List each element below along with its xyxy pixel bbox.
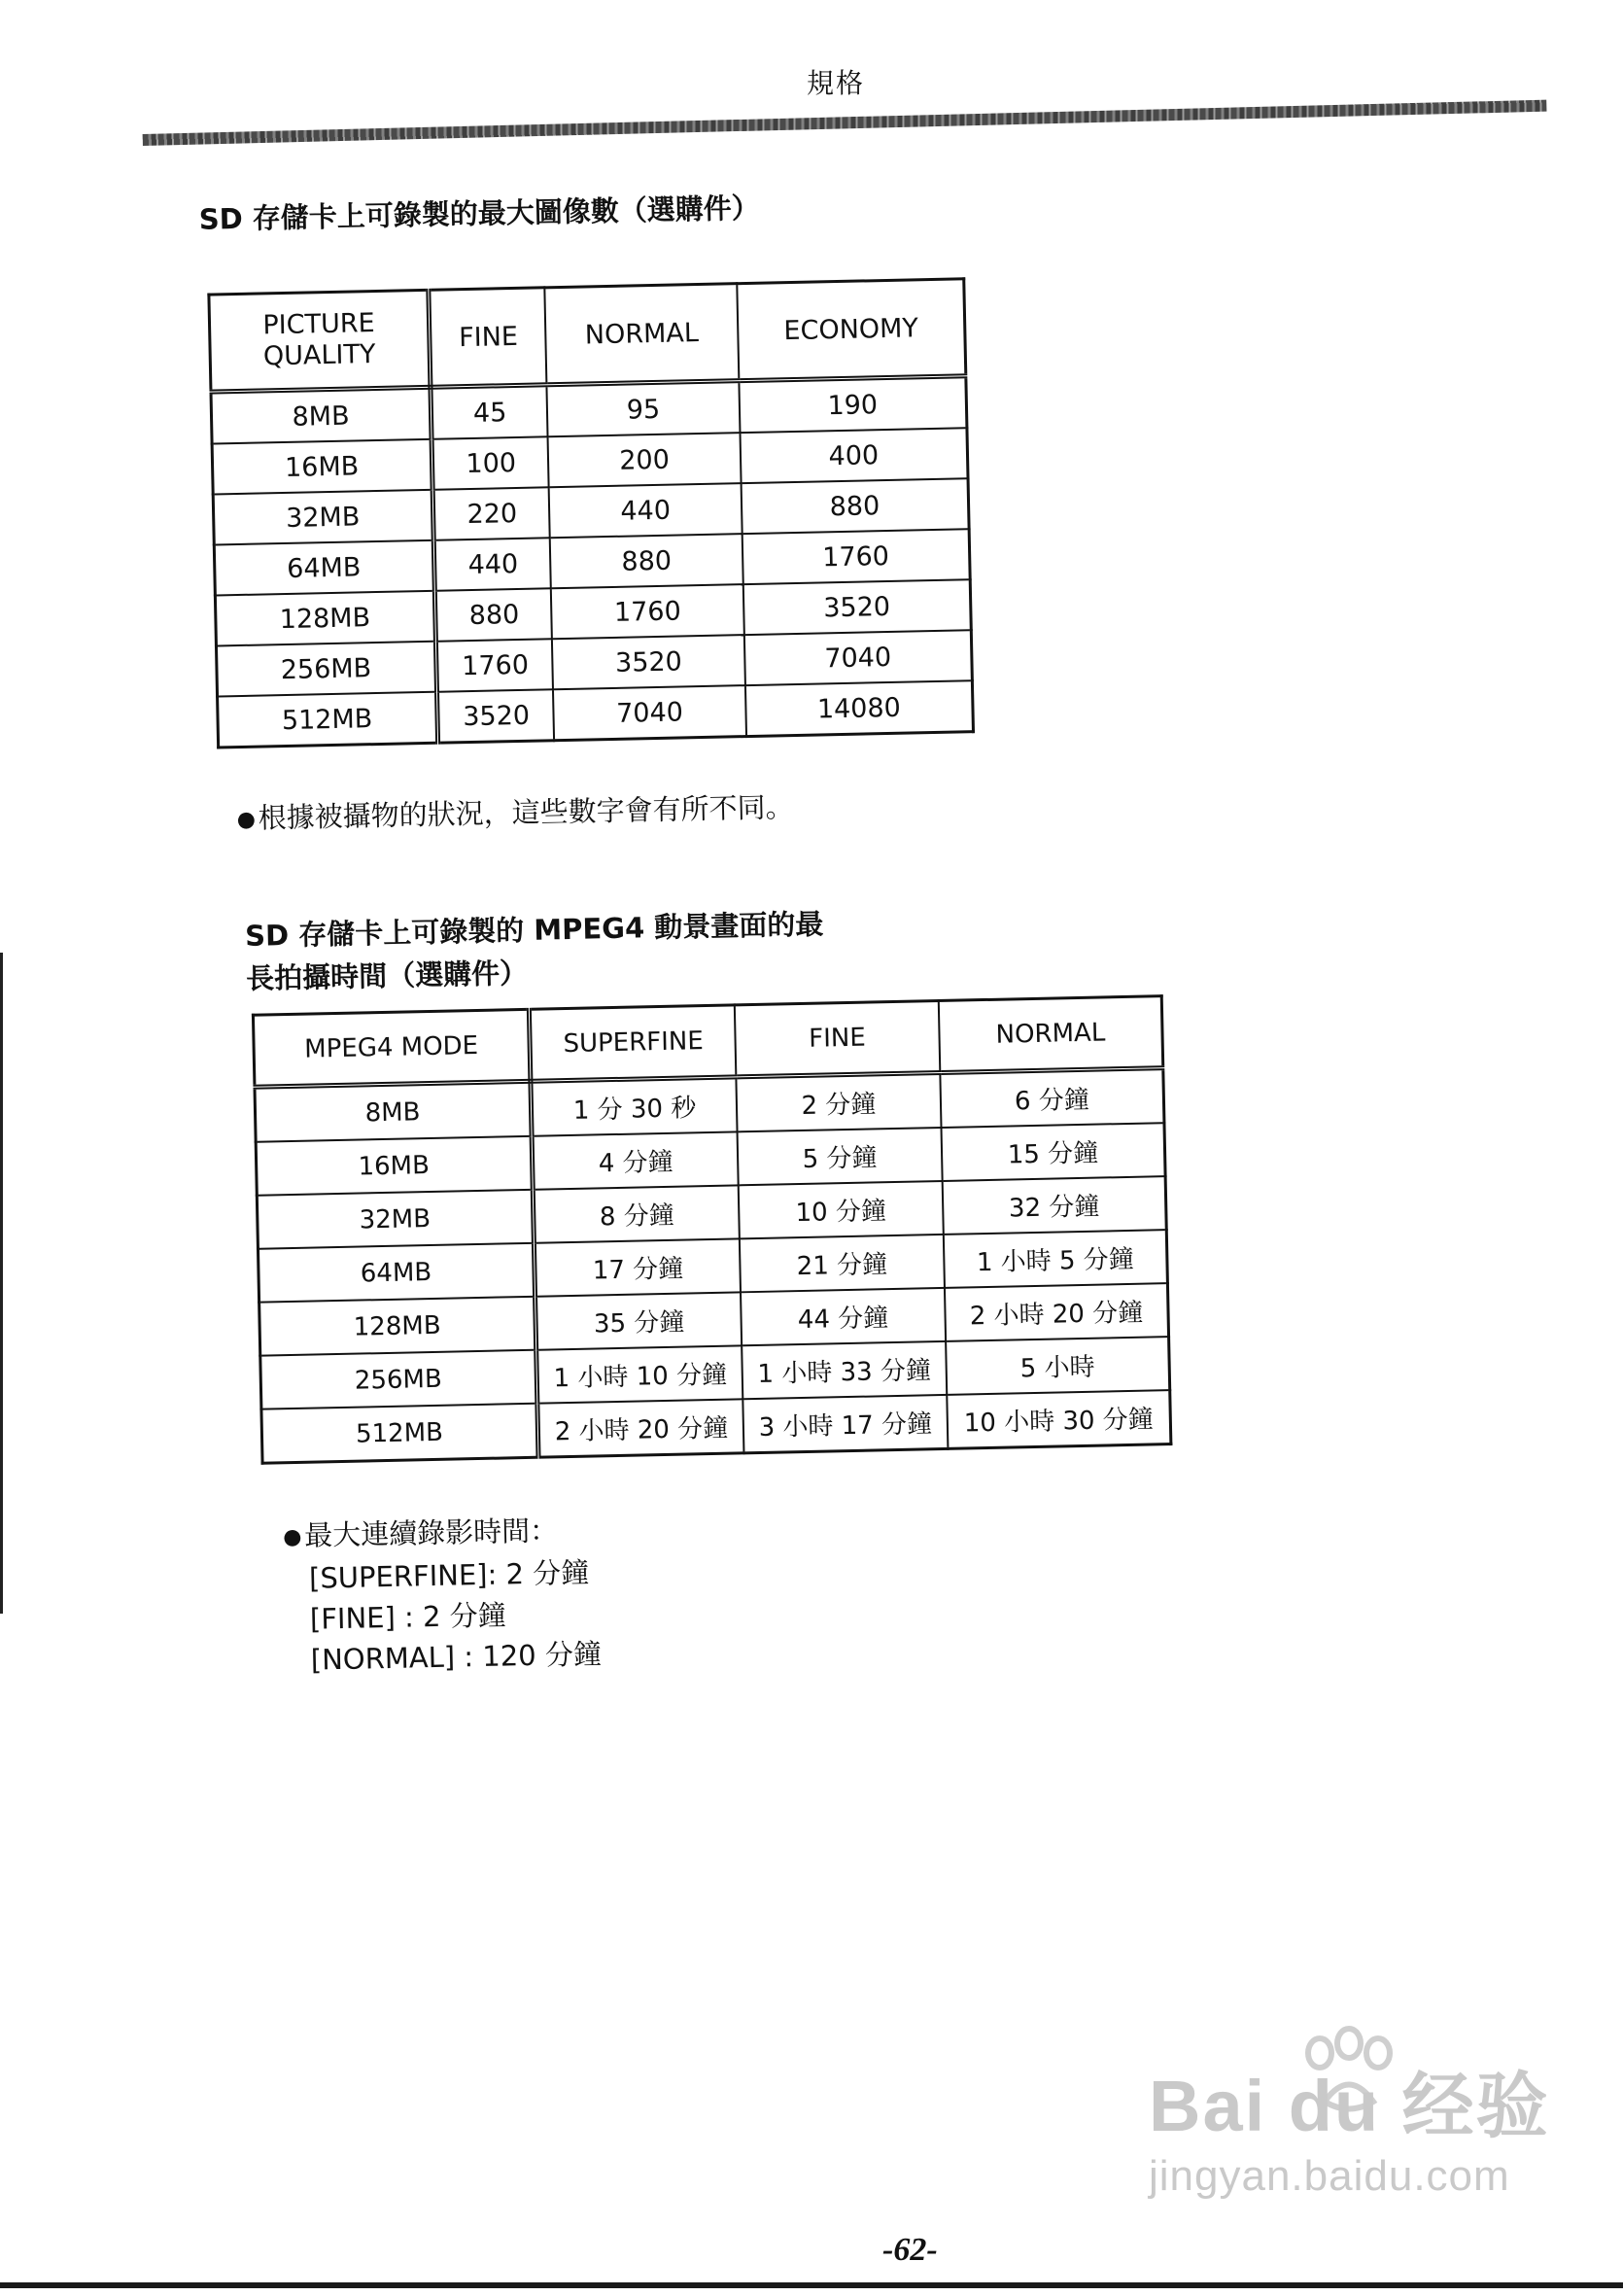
table-cell: 880 [434, 588, 552, 641]
row-label: 32MB [257, 1190, 534, 1249]
table-cell: 7040 [553, 685, 746, 741]
row-label: 16MB [256, 1136, 533, 1196]
mpeg4-time-table [252, 994, 1173, 1465]
row-label: 128MB [259, 1297, 536, 1356]
row-label: 16MB [212, 439, 432, 495]
row-label: 64MB [214, 540, 434, 596]
table-cell: 3520 [743, 579, 972, 635]
column-header: NORMAL [939, 996, 1163, 1073]
table-cell: 400 [740, 428, 968, 483]
table-cell: 1760 [551, 584, 743, 639]
column-header: PICTURE QUALITY [209, 290, 431, 392]
table-header-row [209, 279, 966, 392]
watermark-url: jingyan.baidu.com [1149, 2152, 1510, 2200]
row-label: 32MB [213, 490, 433, 545]
row-label: 8MB [255, 1081, 532, 1141]
note-line: [NORMAL] : 120 分鐘 [310, 1637, 603, 1677]
table-cell: 10 小時 30 分鐘 [947, 1390, 1171, 1448]
table-cell: 8 分鐘 [533, 1185, 740, 1242]
table-cell: 220 [432, 487, 550, 539]
table-cell: 17 分鐘 [534, 1238, 741, 1296]
table1-title: SD 存儲卡上可錄製的最大圖像數（選購件） [198, 191, 761, 236]
table-cell: 6 分鐘 [940, 1068, 1164, 1128]
table2-title: SD 存儲卡上可錄製的 MPEG4 動景畫面的最長拍攝時間（選購件） [244, 907, 824, 995]
bottom-rule [0, 2282, 1623, 2288]
row-label: 64MB [258, 1243, 535, 1303]
table-cell: 1760 [435, 639, 553, 691]
table-cell: 35 分鐘 [535, 1292, 742, 1349]
table-cell: 15 分鐘 [941, 1123, 1165, 1181]
table-cell: 200 [548, 433, 741, 487]
column-header: ECONOMY [737, 279, 966, 381]
table-cell: 44 分鐘 [741, 1288, 946, 1345]
column-header: FINE [429, 288, 547, 387]
row-label: 256MB [260, 1350, 537, 1409]
picture-count-table [207, 277, 975, 748]
table-cell: 880 [741, 478, 969, 534]
row-label: 8MB [211, 387, 432, 443]
table-cell: 1 分 30 秒 [531, 1077, 738, 1136]
table-cell: 440 [433, 538, 551, 590]
table-cell: 880 [550, 534, 742, 588]
scan-edge [0, 953, 3, 1614]
table-cell: 2 分鐘 [736, 1072, 941, 1131]
table-cell: 440 [549, 483, 742, 538]
table-cell: 1 小時 5 分鐘 [944, 1230, 1168, 1288]
note-max-recording [283, 1503, 888, 1681]
header-rule [141, 36, 1546, 146]
row-label: 512MB [261, 1404, 538, 1463]
table-cell: 21 分鐘 [740, 1235, 945, 1292]
table-cell: 14080 [745, 680, 974, 736]
table-cell: 1 小時 33 分鐘 [742, 1341, 947, 1399]
table-cell: 2 小時 20 分鐘 [537, 1399, 744, 1457]
table-cell: 10 分鐘 [739, 1181, 944, 1238]
note-picture-count [236, 785, 840, 841]
bullet: ● [282, 1524, 302, 1550]
table-cell: 3520 [437, 689, 555, 743]
table-cell: 3 小時 17 分鐘 [742, 1395, 948, 1453]
note-line: [FINE] : 2 分鐘 [309, 1598, 507, 1636]
note-heading: 最大連續錄影時間： [303, 1513, 559, 1552]
table-cell: 1 小時 10 分鐘 [536, 1345, 743, 1403]
row-label: 128MB [215, 591, 435, 646]
table-cell: 2 小時 20 分鐘 [945, 1283, 1169, 1341]
table-cell: 4 分鐘 [532, 1131, 739, 1189]
section-header: 規格 [807, 67, 866, 99]
table-cell: 5 小時 [946, 1337, 1170, 1395]
table-cell: 3520 [552, 635, 744, 689]
column-header: SUPERFINE [529, 1005, 736, 1081]
table-cell: 5 分鐘 [738, 1128, 943, 1185]
row-label: 512MB [218, 692, 438, 748]
note-line: [SUPERFINE]: 2 分鐘 [308, 1555, 590, 1595]
row-label: 256MB [216, 642, 436, 697]
table-cell: 32 分鐘 [943, 1176, 1167, 1235]
column-header: NORMAL [545, 284, 740, 385]
page-number: -62- [882, 2232, 938, 2268]
baidu-watermark [1149, 2049, 1550, 2201]
table-cell: 7040 [744, 630, 973, 685]
table-cell: 45 [431, 385, 548, 439]
note-text: 根據被攝物的狀況，這些數字會有所不同。 [258, 790, 794, 835]
watermark-brand: Bai du 经验 [1149, 2066, 1550, 2146]
table-cell: 100 [432, 436, 549, 489]
bullet: ● [236, 807, 257, 833]
table-cell: 190 [739, 376, 967, 433]
table-cell: 95 [547, 381, 741, 437]
table-cell: 1760 [742, 529, 970, 584]
column-header: FINE [735, 1001, 940, 1077]
column-header: MPEG4 MODE [253, 1009, 530, 1087]
